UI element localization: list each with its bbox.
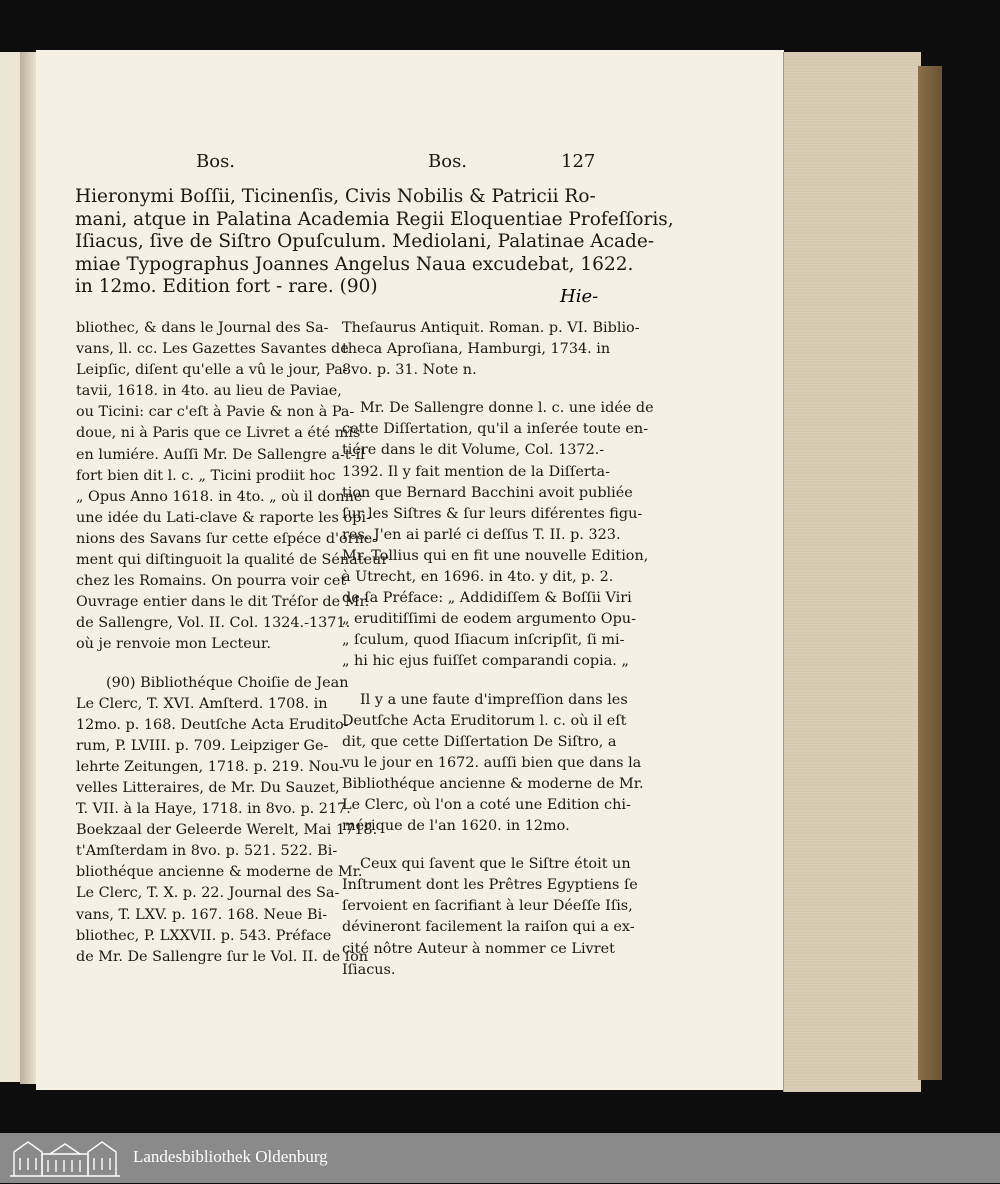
text-line: „ hi hic ejus fuiſſet comparandi copia. „ xyxy=(342,653,629,670)
text-line: dévineront facilement la raiſon qui a ex- xyxy=(342,919,635,936)
page-number: 127 xyxy=(561,151,596,172)
text-line: vans, ll. cc. Les Gazettes Savantes de xyxy=(76,341,349,358)
text-line: Le Clerc, où l'on a coté une Edition chi- xyxy=(342,796,631,813)
text-line: une idée du Lati-clave & raporte les opi- xyxy=(76,509,371,526)
entry-title xyxy=(75,186,674,299)
title-line: miae Typographus Joannes Angelus Naua excudebat, 1622. xyxy=(75,253,634,275)
text-line: Mr. Tollius qui en fit une nouvelle Edition, xyxy=(342,547,649,564)
text-line: Inſtrument dont les Prêtres Egyptiens ſe xyxy=(342,877,638,894)
paragraph-gap xyxy=(76,656,326,673)
text-line: cité nôtre Auteur à nommer ce Livret xyxy=(342,940,615,957)
left-column xyxy=(76,318,389,968)
text-line: de Mr. De Sallengre ſur le Vol. II. de ſon xyxy=(76,948,369,965)
title-line: mani, atque in Palatina Academia Regii Eloquentiae Profeſſoris, xyxy=(75,208,674,230)
title-line: Iſiacus, ſive de Siſtro Opuſculum. Mediolani, Palatinae Acade- xyxy=(75,231,655,252)
text-line: où je renvoie mon Lecteur. xyxy=(76,636,271,653)
text-line: ment qui diſtinguoit la qualité de Sénateur xyxy=(76,552,389,569)
text-line: Theſaurus Antiquit. Roman. p. VI. Biblio- xyxy=(342,320,640,336)
text-line: tiére dans le dit Volume, Col. 1372.- xyxy=(342,442,605,459)
text-line: ſervoient en ſacrifiant à leur Déeſſe Iſis, xyxy=(342,898,633,915)
text-line: tion que Bernard Bacchini avoit publiée xyxy=(342,484,633,501)
book-cover-edge xyxy=(918,66,942,1080)
text-line: Ceux qui ſavent que le Siſtre étoit un xyxy=(360,856,631,873)
text-line: à Utrecht, en 1696. in 4to. y dit, p. 2. xyxy=(342,569,614,586)
title-line: Hieronymi Boſſii, Ticinenſis, Civis Nobilis & Patricii Ro- xyxy=(75,186,596,207)
text-line: vans, T. LXV. p. 167. 168. Neue Bi- xyxy=(76,906,328,923)
text-line: chez les Romains. On pourra voir cet xyxy=(76,573,347,590)
text-line: Leipſic, diſent qu'elle a vû le jour, Pa- xyxy=(76,362,348,379)
text-line: ou Ticini: car c'eſt à Pavie & non à Pa- xyxy=(76,404,355,421)
text-line: „ eruditiſſimi de eodem argumento Opu- xyxy=(342,611,636,628)
text-line: 8vo. p. 31. Note n. xyxy=(342,362,477,379)
text-line: T. VII. à la Haye, 1718. in 8vo. p. 217. xyxy=(76,801,351,818)
text-line: tavii, 1618. in 4to. au lieu de Paviae, xyxy=(76,383,342,400)
library-name: Landesbibliothek Oldenburg xyxy=(133,1147,328,1166)
text-line: t'Amſterdam in 8vo. p. 521. 522. Bi- xyxy=(76,843,338,860)
page-fore-edge xyxy=(783,52,921,1092)
catchword: Hie- xyxy=(560,286,599,307)
text-line: rum, P. LVIII. p. 709. Leipziger Ge- xyxy=(76,737,329,754)
text-line: 1392. Il y fait mention de la Diſſerta- xyxy=(342,463,610,480)
text-line: cette Diſſertation, qu'il a inſerée toute en- xyxy=(342,421,649,438)
text-line: 12mo. p. 168. Deutſche Acta Eruditо- xyxy=(76,716,349,733)
text-line: (90) Bibliothéque Choiſie de Jean xyxy=(106,674,349,691)
text-line: Deutſche Acta Eruditorum l. c. où il eſt xyxy=(342,712,627,729)
text-line: ſur les Siſtres & ſur leurs diférentes figu- xyxy=(342,505,643,522)
text-line: theca Aproſiana, Hamburgi, 1734. in xyxy=(342,341,611,358)
text-line: vu le jour en 1672. auſſi bien que dans la xyxy=(342,754,642,771)
text-line: bliothec, P. LXXVII. p. 543. Préface xyxy=(76,927,332,944)
book-gutter xyxy=(20,52,36,1084)
text-line: de ſa Préface: „ Addidiſſem & Boſſii Viri xyxy=(342,590,632,607)
text-line: Ouvrage entier dans le dit Tréſor de Mr. xyxy=(76,594,370,611)
running-head-center: Bos. xyxy=(428,151,468,172)
text-line: „ Opus Anno 1618. in 4to. „ où il donne xyxy=(76,488,363,505)
text-line: Bibliothéque ancienne & moderne de Mr. xyxy=(342,775,644,792)
paragraph-gap xyxy=(342,837,592,854)
library-footer xyxy=(0,1133,1000,1183)
text-line: Il y a une faute d'impreſſion dans les xyxy=(360,691,628,708)
text-line: en lumiére. Auſſi Mr. De Sallengre a-t-il xyxy=(76,446,365,463)
text-line: de Sallengre, Vol. II. Col. 1324.-1371. xyxy=(76,615,351,632)
text-line: res. J'en ai parlé ci deſſus T. II. p. 323. xyxy=(342,526,621,543)
text-line: Le Clerc, T. X. p. 22. Journal des Sa- xyxy=(76,885,340,902)
text-line: nions des Savans ſur cette eſpéce d'orne- xyxy=(76,530,378,547)
text-line: bliothec, & dans le Journal des Sa- xyxy=(76,320,329,336)
library-building-logo-icon xyxy=(6,1136,124,1184)
running-head-left: Bos. xyxy=(196,151,236,172)
title-line: in 12mo. Edition fort - rare. (90) xyxy=(75,276,378,297)
text-line: mérique de l'an 1620. in 12mo. xyxy=(342,818,570,835)
text-line: bliothéque ancienne & moderne de Mr. xyxy=(76,864,363,881)
text-line: „ ſculum, quod Iſiacum inſcripſit, ſi mi- xyxy=(342,632,625,649)
text-line: Le Clerc, T. XVI. Amſterd. 1708. in xyxy=(76,695,328,712)
text-line: Boekzaal der Geleerde Werelt, Mai 1718. xyxy=(76,822,378,839)
left-page-edge xyxy=(0,52,21,1082)
text-line: fort bien dit l. c. „ Ticini prodiit hoc xyxy=(76,467,336,484)
text-line: doue, ni à Paris que ce Livret a été mis xyxy=(76,425,361,442)
paragraph-gap xyxy=(342,381,592,398)
text-line: Mr. De Sallengre donne l. c. une idée de xyxy=(360,400,654,417)
paragraph-gap xyxy=(342,673,592,690)
text-line: dit, que cette Diſſertation De Siſtro, a xyxy=(342,733,617,750)
right-column xyxy=(342,318,654,981)
text-line: lehrte Zeitungen, 1718. p. 219. Nou- xyxy=(76,758,344,775)
text-line: velles Litteraires, de Mr. Du Sauzet, xyxy=(76,779,340,796)
text-line: Iſiacus. xyxy=(342,961,396,978)
